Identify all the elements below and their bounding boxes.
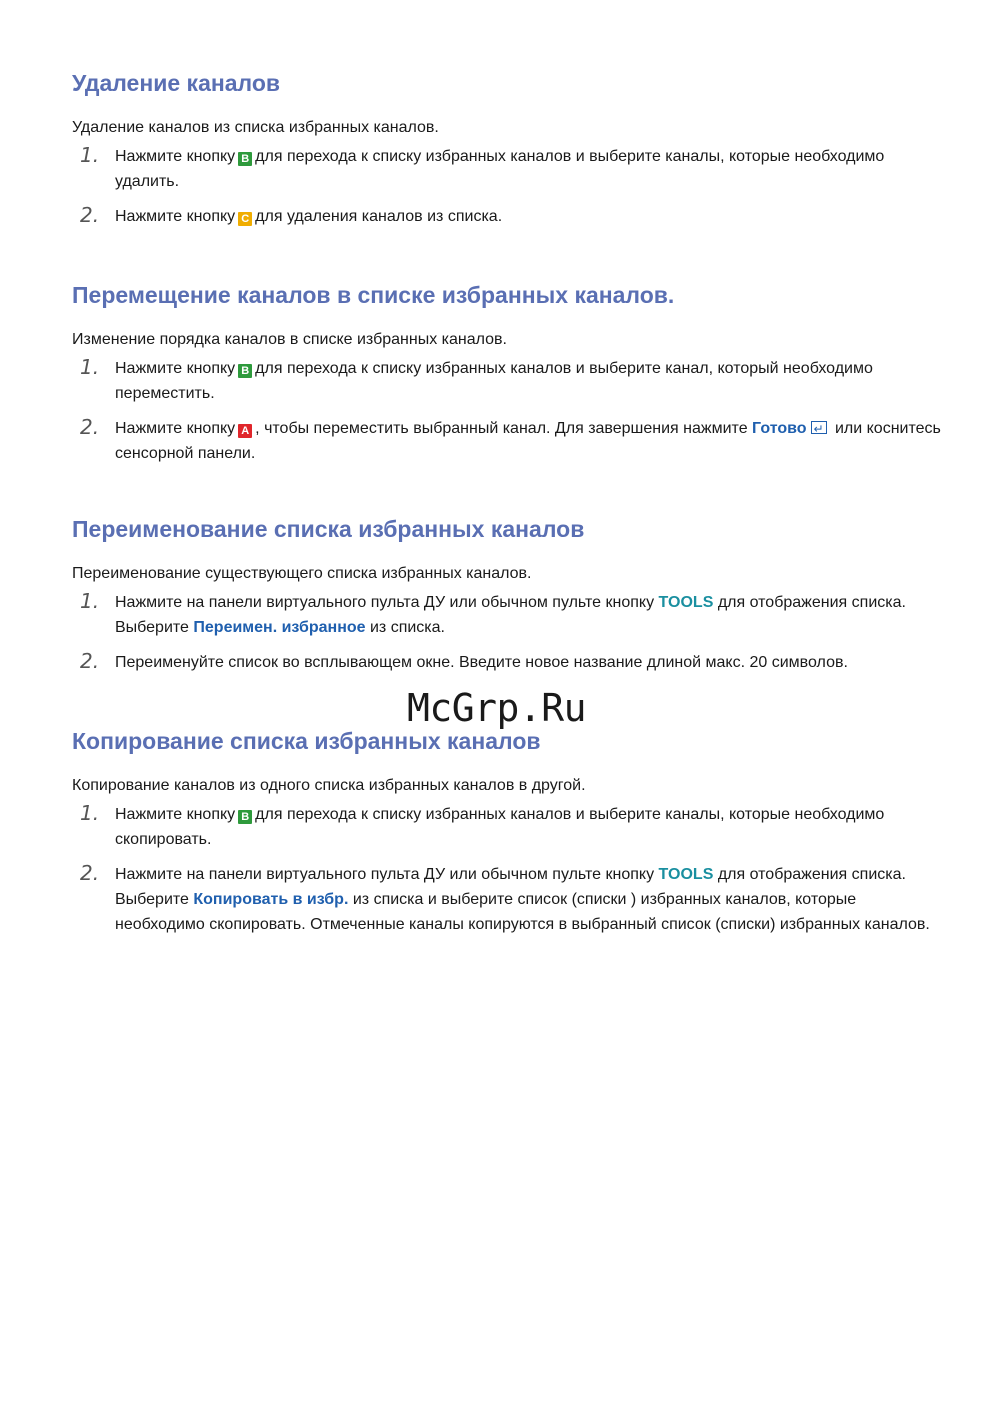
steps-list xyxy=(72,802,942,937)
copy-to-favorite-label: Копировать в избр. xyxy=(193,891,349,908)
step-number: 1. xyxy=(80,355,100,379)
section-intro: Копирование каналов из одного списка избранных каналов в другой. xyxy=(72,777,586,794)
step-text: , чтобы переместить выбранный канал. Для завершения нажмите xyxy=(255,420,748,437)
step xyxy=(72,862,942,937)
tools-label: TOOLS xyxy=(658,866,714,883)
step-text: Нажмите кнопку xyxy=(115,420,236,437)
step-text: Нажмите кнопку xyxy=(115,360,236,377)
step xyxy=(72,416,942,466)
step-text: для перехода к списку избранных каналов и выберите канал, который необходимо переместить. xyxy=(115,360,873,402)
section-move-channels xyxy=(72,280,942,476)
step-text: Нажмите на панели виртуального пульта ДУ или обычном пульте кнопку xyxy=(115,594,655,611)
step-number: 1. xyxy=(80,589,100,613)
step-number: 2. xyxy=(80,861,100,885)
step-text: из списка. xyxy=(369,619,445,636)
c-button-icon: C xyxy=(238,212,252,226)
step-text: Переименуйте список во всплывающем окне. Введите новое название длиной макс. 20 символов. xyxy=(115,654,848,671)
section-copy-list xyxy=(72,726,942,947)
steps-list xyxy=(72,356,942,466)
step-text: Нажмите на панели виртуального пульта ДУ или обычном пульте кнопку xyxy=(115,866,655,883)
rename-favorite-label: Переимен. избранное xyxy=(193,619,366,636)
a-button-icon: A xyxy=(238,424,252,438)
step-text: для отображения списка. Выберите xyxy=(115,594,906,636)
tools-label: TOOLS xyxy=(658,594,714,611)
step-text: для перехода к списку избранных каналов и выберите каналы, которые необходимо скопировать. xyxy=(115,806,885,848)
step-number: 1. xyxy=(80,143,100,167)
step-text: или коснитесь сенсорной панели. xyxy=(115,420,941,462)
section-delete-channels xyxy=(72,68,942,239)
section-title: Переименование списка избранных каналов xyxy=(72,516,585,542)
step xyxy=(72,650,942,675)
steps-list xyxy=(72,590,942,675)
step-text: для удаления каналов из списка. xyxy=(255,208,503,225)
steps-list xyxy=(72,144,942,229)
done-label: Готово xyxy=(752,420,807,437)
section-title: Удаление каналов xyxy=(72,70,281,96)
step xyxy=(72,590,942,640)
step-text: для перехода к списку избранных каналов и выберите каналы, которые необходимо удалить. xyxy=(115,148,885,190)
section-rename-list xyxy=(72,514,942,685)
section-intro: Изменение порядка каналов в списке избранных каналов. xyxy=(72,331,507,348)
step xyxy=(72,144,942,194)
enter-icon xyxy=(811,421,827,434)
step xyxy=(72,204,942,229)
section-title: Перемещение каналов в списке избранных каналов. xyxy=(72,282,675,308)
section-title: Копирование списка избранных каналов xyxy=(72,728,541,754)
step-number: 2. xyxy=(80,203,100,227)
step xyxy=(72,356,942,406)
step xyxy=(72,802,942,852)
b-button-icon: B xyxy=(238,364,252,378)
b-button-icon: B xyxy=(238,152,252,166)
step-text: из списка и выберите список (списки ) избранных каналов, которые необходимо скопировать. Отмеченные каналы копируются в выбранный список (списки) избранных каналов. xyxy=(115,891,930,933)
section-intro: Переименование существующего списка избранных каналов. xyxy=(72,565,532,582)
section-intro: Удаление каналов из списка избранных каналов. xyxy=(72,119,439,136)
b-button-icon: B xyxy=(238,810,252,824)
step-number: 2. xyxy=(80,415,100,439)
step-text: для отображения списка. Выберите xyxy=(115,866,906,908)
step-number: 1. xyxy=(80,801,100,825)
step-text: Нажмите кнопку xyxy=(115,806,236,823)
step-number: 2. xyxy=(80,649,100,673)
step-text: Нажмите кнопку xyxy=(115,148,236,165)
watermark: McGrp.Ru xyxy=(407,686,587,730)
step-text: Нажмите кнопку xyxy=(115,208,236,225)
